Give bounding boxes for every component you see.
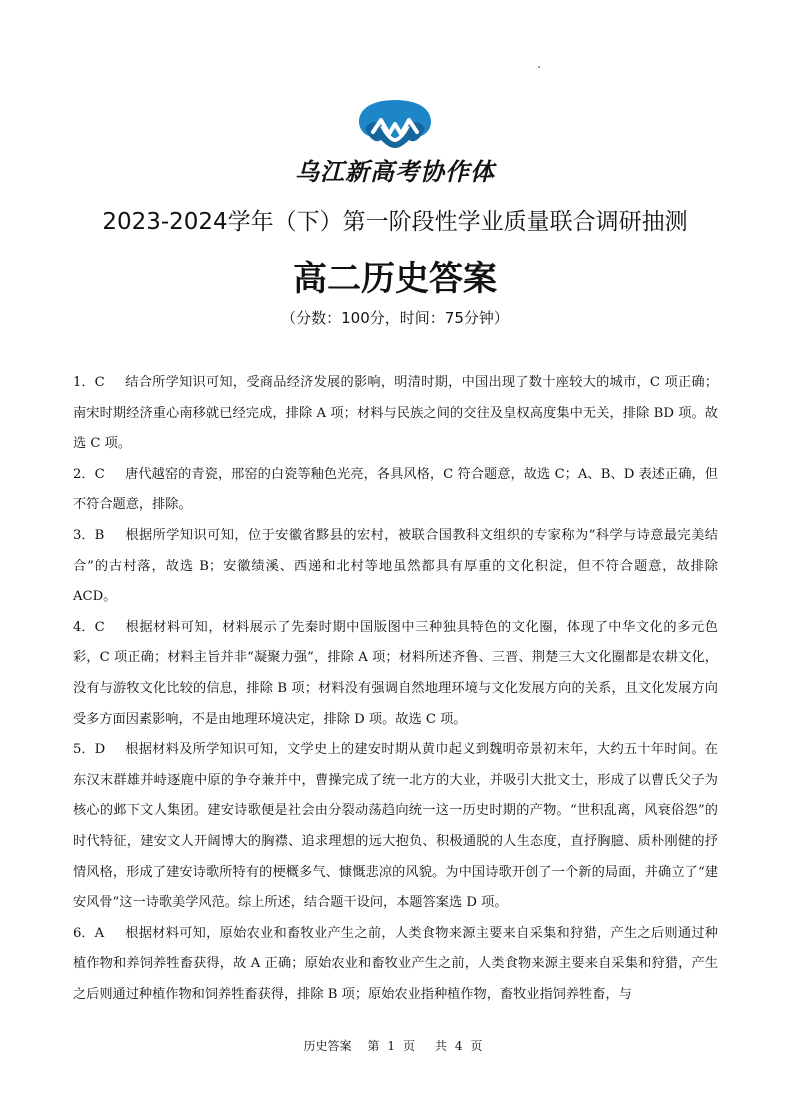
page-prefix: 第 — [367, 1039, 380, 1053]
page-number: 1 — [387, 1039, 395, 1053]
answer-text: 根据所学知识可知，位于安徽省黟县的宏村，被联合国教科文组织的专家称为“科学与诗意最完美结合”的古村落，故选 B；安徽绩溪、西递和北村等地虽然都具有厚重的文化积淀，但不符合题意，故排除 ACD。 — [73, 527, 718, 605]
footer-page — [363, 1039, 419, 1053]
answer-text: 根据材料可知，原始农业和畜牧业产生之前，人类食物来源主要来自采集和狩猎，产生之后则通过种植作物和养饲养牲畜获得，故 A 正确；原始农业和畜牧业产生之前，人类食物来源主要来自采集和狩猎，产生之后则通过种植作物和饲养牲畜获得，排除 B 项；原始农业指种植作物，畜牧业指饲养牲畜，与 — [73, 925, 718, 1002]
scan-dot — [538, 66, 540, 68]
answer-text: 结合所学知识可知，受商品经济发展的影响，明清时期，中国出现了数十座较大的城市，C 项正确；南宋时期经济重心南移就已经完成，排除 A 项；材料与民族之间的交往及皇权高度集中无关，排除 BD 项。故选 C 项。 — [73, 375, 718, 452]
footer-total — [431, 1039, 487, 1053]
answer-item-5 — [73, 735, 718, 919]
answer-item-1 — [73, 368, 718, 460]
answer-item-6 — [73, 919, 718, 1011]
answer-text: 根据材料及所学知识可知，文学史上的建安时期从黄巾起义到魏明帝景初末年，大约五十年时间。在东汉末群雄并峙逐鹿中原的争夺兼并中，曹操完成了统一北方的大业，并吸引大批文士，形成了以曹氏父子为核心的邺下文人集团。建安诗歌便是社会由分裂动荡趋向统一这一历史时期的产物。“世积乱离，风衰俗怨”的时代特征，建安文人开阔博大的胸襟、追求理想的远大抱负、积极通脱的人生态度，直抒胸臆、质朴刚健的抒情风格，形成了建安诗歌所特有的梗概多气、慷慨悲凉的风貌。为中国诗歌开创了一个新的局面，并确立了“建安风骨”这一诗歌美学风范。综上所述，结合题干设问，本题答案选 D 项。 — [73, 742, 718, 911]
exam-title: 2023-2024学年（下）第一阶段性学业质量联合调研抽测 — [102, 209, 688, 235]
answer-item-4 — [73, 613, 718, 735]
page-footer — [0, 1037, 790, 1054]
answer-number: 3．B — [73, 527, 105, 543]
answer-number: 5．D — [73, 742, 106, 758]
total-prefix: 共 — [434, 1039, 447, 1053]
answer-item-2 — [73, 460, 718, 521]
answer-number: 2．C — [73, 466, 105, 482]
answer-item-3 — [73, 521, 718, 613]
answer-text: 根据材料可知，材料展示了先秦时期中国版图中三种独具特色的文化圈，体现了中华文化的多元色彩，C 项正确；材料主旨并非“凝聚力强”，排除 A 项；材料所述齐鲁、三晋、荆楚三大文化圈都是农耕文化，没有与游牧文化比较的信息，排除 B 项；材料没有强调自然地理环境与文化发展方向的关系，且文化发展方向受多方面因素影响，不是由地理环境决定，排除 D 项。故选 C 项。 — [73, 619, 718, 727]
exam-meta: （分数：100分，时间：75分钟） — [281, 309, 509, 327]
footer-label: 历史答案 — [303, 1039, 352, 1053]
answer-list — [73, 368, 718, 1010]
answer-number: 4．C — [73, 619, 105, 635]
total-pages: 4 — [454, 1039, 463, 1053]
subject-title: 高二历史答案 — [293, 259, 497, 299]
answer-text: 唐代越窑的青瓷，邢窑的白瓷等釉色光亮，各具风格，C 符合题意，故选 C；A、B、D 表述正确，但不符合题意，排除。 — [73, 466, 718, 513]
page-suffix: 页 — [402, 1039, 415, 1053]
answer-number: 6．A — [73, 925, 105, 941]
organization-name: 乌江新高考协作体 — [295, 158, 495, 186]
total-suffix: 页 — [470, 1039, 483, 1053]
organization-logo — [355, 98, 435, 148]
answer-number: 1．C — [73, 375, 105, 390]
